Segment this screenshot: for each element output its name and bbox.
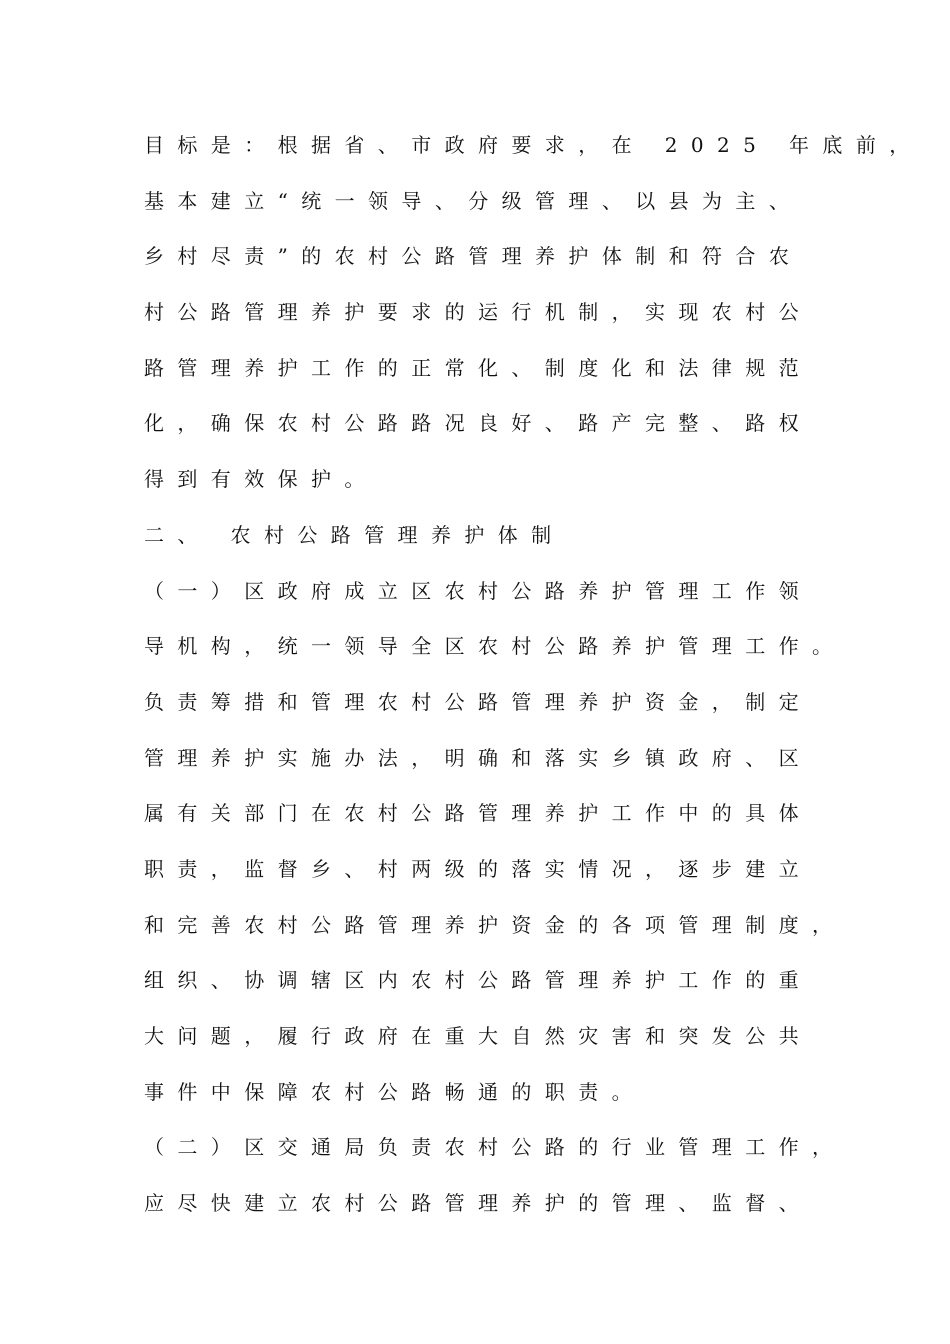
- text-line: 属有关部门在农村公路管理养护工作中的具体: [144, 801, 812, 826]
- text-line: 组织、协调辖区内农村公路管理养护工作的重: [144, 968, 812, 993]
- text-line: （一）区政府成立区农村公路养护管理工作领: [144, 578, 812, 603]
- document-body: [144, 130, 923, 1244]
- text-line: 管理养护实施办法，明确和落实乡镇政府、区: [144, 745, 812, 770]
- text-line: 职责，监督乡、村两级的落实情况，逐步建立: [144, 856, 812, 881]
- text-line: 路管理养护工作的正常化、制度化和法律规范: [144, 355, 812, 380]
- text-line: 和完善农村公路管理养护资金的各项管理制度，: [144, 912, 846, 937]
- text-line: 导机构，统一领导全区农村公路养护管理工作。: [144, 634, 846, 659]
- text-line: （二）区交通局负责农村公路的行业管理工作，: [144, 1135, 846, 1160]
- text-line: 应尽快建立农村公路管理养护的管理、监督、: [144, 1191, 812, 1216]
- text-line: 大问题，履行政府在重大自然灾害和突发公共: [144, 1024, 812, 1048]
- text-line: 目标是：根据省、市政府要求，在 2025 年底前，: [144, 133, 923, 157]
- text-line: 得到有效保护。: [144, 467, 378, 492]
- text-line: 负责筹措和管理农村公路管理养护资金，制定: [144, 689, 812, 714]
- text-line: 基本建立“统一领导、分级管理、以县为主、: [144, 188, 803, 213]
- text-line: 乡村尽责”的农村公路管理养护体制和符合农: [144, 244, 803, 269]
- section-heading: 二、 农村公路管理养护体制: [144, 522, 565, 547]
- text-line: 事件中保障农村公路畅通的职责。: [144, 1079, 645, 1104]
- text-line: 村公路管理养护要求的运行机制，实现农村公: [144, 300, 812, 325]
- text-line: 化，确保农村公路路况良好、路产完整、路权: [144, 411, 812, 436]
